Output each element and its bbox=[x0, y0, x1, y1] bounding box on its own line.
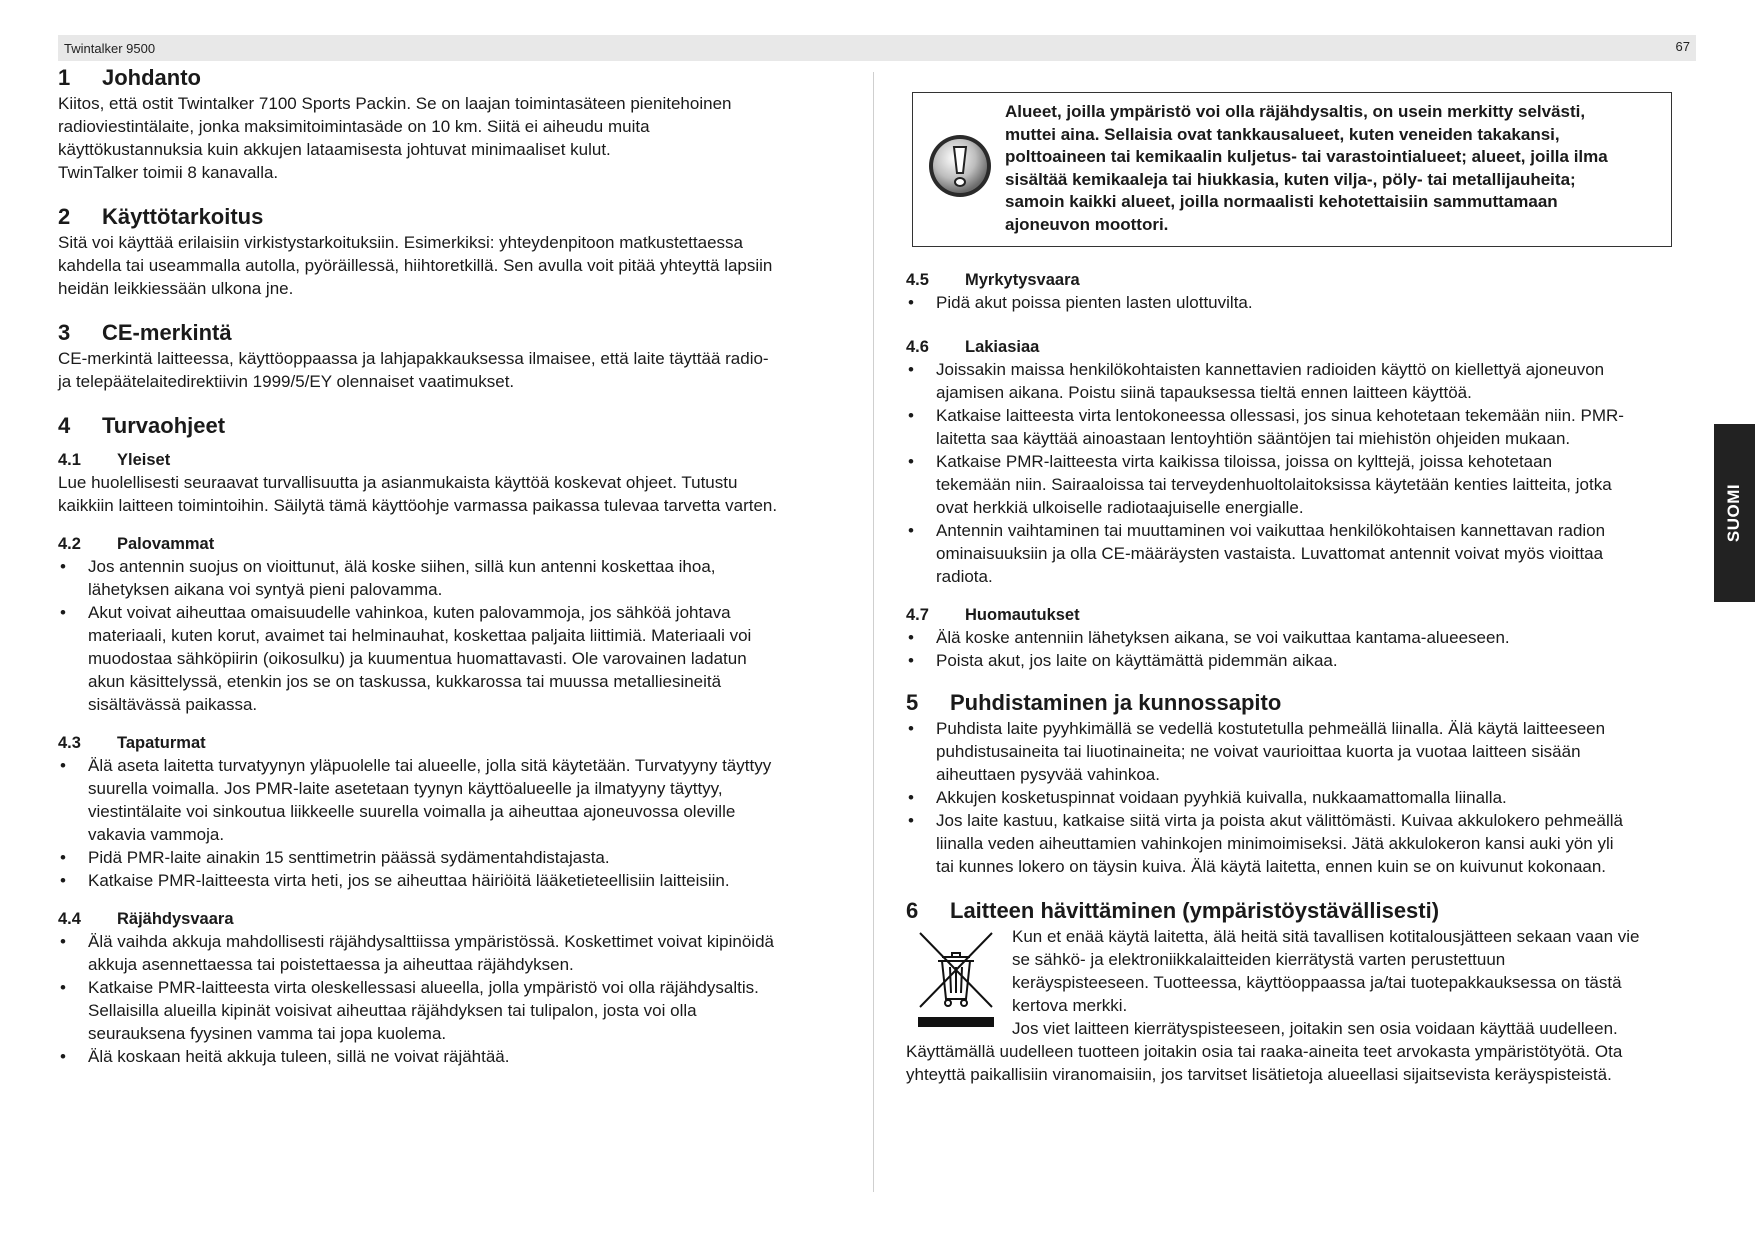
text-line: TwinTalker toimii 8 kanavalla. bbox=[58, 163, 279, 182]
subsection-heading: 4.7 Huomautukset bbox=[906, 606, 1080, 624]
text-line: ja telepäätelaitedirektiivin 1999/5/EY olennaiset vaatimukset. bbox=[58, 372, 515, 391]
bullet-line: • Jos laite kastuu, katkaise siitä virta ja poista akut välittömästi. Kuivaa akkulokero pehmeällä bbox=[936, 811, 1623, 830]
bullet-line: • Jos antennin suojus on vioittunut, älä koske siihen, sillä kun antenni koskettaa ihoa, bbox=[88, 557, 716, 576]
section-4-5 bbox=[906, 269, 1696, 314]
subsection-heading: 4.6 Lakiasiaa bbox=[906, 338, 1040, 356]
section-2 bbox=[58, 203, 848, 300]
bullet-line: akun käsittelyssä, etenkin jos se on taskussa, kukkarossa tai muussa metalliesineitä bbox=[88, 672, 722, 691]
bullet-list bbox=[58, 555, 848, 716]
bullet-item bbox=[906, 809, 1696, 878]
section-4-7 bbox=[906, 604, 1696, 672]
text-line: kahdella tai useammalla autolla, pyöräillessä, hiihtoretkillä. Sen avulla voit pitää yhteyttä lapsiin bbox=[58, 256, 773, 275]
bullet-line: • Pidä PMR-laite ainakin 15 senttimetrin päässä sydämentahdistajasta. bbox=[88, 848, 610, 867]
section-3 bbox=[58, 319, 848, 393]
bullet-line: tekemään niin. Sairaaloissa tai terveydenhuoltolaitoksissa käytetään kenties laitteita, jotka bbox=[936, 475, 1612, 494]
text-line: Kiitos, että ostit Twintalker 7100 Sports Packin. Se on laajan toimintasäteen pienitehoinen bbox=[58, 94, 732, 113]
text-line: CE-merkintä laitteessa, käyttöoppaassa ja lahjapakkauksessa ilmaisee, että laite täyttää radio- bbox=[58, 349, 769, 368]
text-line: keräyspisteeseen. Tuotteessa, käyttöoppaassa ja/tai tuotepakkauksessa on tästä bbox=[1012, 973, 1622, 992]
bullet-line: vakavia vammoja. bbox=[88, 825, 225, 844]
bullet-item bbox=[58, 869, 848, 892]
bullet-line: laitetta saa käyttää ainoastaan lentoyhtiön sääntöjen tai miehistön ohjeiden mukaan. bbox=[936, 429, 1571, 448]
bullet-item bbox=[906, 519, 1696, 588]
language-tab-label: SUOMI bbox=[1724, 483, 1744, 543]
section-4-3 bbox=[58, 732, 848, 892]
text-line: ajoneuvon moottori. bbox=[1005, 214, 1169, 234]
bullet-line: materiaali, kuten korut, avaimet tai helminauhat, koskettaa paljaita liittimiä. Materiaali voi bbox=[88, 626, 752, 645]
header-title: Twintalker 9500 bbox=[64, 41, 156, 56]
crossed-bin-weee-icon bbox=[914, 927, 998, 1035]
warning-box bbox=[912, 92, 1672, 247]
bullet-item bbox=[58, 976, 848, 1045]
section-heading: 6 Laitteen hävittäminen (ympäristöystävällisesti) bbox=[906, 898, 1440, 923]
section-4 bbox=[58, 412, 848, 440]
bullet-item bbox=[906, 358, 1696, 404]
text-line: Sitä voi käyttää erilaisiin virkistystarkoituksiin. Esimerkiksi: yhteydenpitoon matkustettaessa bbox=[58, 233, 743, 252]
section-heading: 1 Johdanto bbox=[58, 65, 201, 90]
bullet-line: • Akut voivat aiheuttaa omaisuudelle vahinkoa, kuten palovammoja, jos sähköä johtava bbox=[88, 603, 731, 622]
text-line: Käyttämällä uudelleen tuotteen joitakin osia tai raaka-aineita teet arvokasta ympäristötyötä. Ota bbox=[906, 1042, 1623, 1061]
text-line: se sähkö- ja elektroniikkalaitteiden kierrätystä varten perustettuun bbox=[1012, 950, 1506, 969]
bullet-line: lähetyksen aikana voi syntyä pieni palovamma. bbox=[88, 580, 443, 599]
text-line: sisältää kemikaaleja tai hiukkasia, kuten vilja-, pöly- tai metallijauheita; bbox=[1005, 169, 1576, 189]
bullet-line: muodostaa sähköpiirin (oikosulku) ja kuumentua huomattavasti. Ole varovainen ladatun bbox=[88, 649, 747, 668]
bullet-line: • Älä koske antenniin lähetyksen aikana, se voi vaikuttaa kantama-alueeseen. bbox=[936, 628, 1510, 647]
exclamation-warning-icon bbox=[927, 133, 993, 199]
bullet-line: • Katkaise PMR-laitteesta virta oleskellessasi alueella, jolla ympäristö voi olla räjähdysaltis. bbox=[88, 978, 759, 997]
text-line: kertova merkki. bbox=[1012, 996, 1128, 1015]
bullet-line: ominaisuuksiin ja olla CE-määräysten vastaista. Luvattomat antennit voivat myös vioittaa bbox=[936, 544, 1604, 563]
subsection-heading: 4.2 Palovammat bbox=[58, 535, 215, 553]
bullet-line: akkuja asennettaessa tai poistettaessa ja aiheuttaa räjähdyksen. bbox=[88, 955, 574, 974]
bullet-line: • Puhdista laite pyyhkimällä se vedellä kostutetulla pehmeällä liinalla. Älä käytä laitteeseen bbox=[936, 719, 1606, 738]
text-line: Jos viet laitteen kierrätyspisteeseen, joitakin sen osia voidaan käyttää uudelleen. bbox=[1012, 1019, 1618, 1038]
section-4-1 bbox=[58, 449, 848, 517]
bullet-item bbox=[906, 450, 1696, 519]
bullet-list bbox=[906, 291, 1696, 314]
text-line: yhteyttä paikallisiin viranomaisiin, jos tarvitset lisätietoja alueellasi sijaitsevista keräyspisteistä. bbox=[906, 1065, 1612, 1084]
bullet-line: • Älä koskaan heitä akkuja tuleen, sillä ne voivat räjähtää. bbox=[88, 1047, 510, 1066]
bullet-line: • Katkaise laitteesta virta lentokoneessa ollessasi, jos sinua kehotetaan tekemään niin. PMR- bbox=[936, 406, 1624, 425]
bullet-line: tai kunnes lokero on täysin kuiva. Älä käytä laitetta, ennen kuin se on kuivunut kokonaan. bbox=[936, 857, 1607, 876]
bullet-item bbox=[906, 717, 1696, 786]
section-heading: 4 Turvaohjeet bbox=[58, 413, 226, 438]
section-body bbox=[58, 231, 848, 300]
page-header bbox=[58, 35, 1696, 61]
left-column bbox=[58, 64, 848, 1068]
text-line: Kun et enää käytä laitetta, älä heitä sitä tavallisen kotitalousjätteen sekaan vaan vie bbox=[1012, 927, 1640, 946]
section-4-2 bbox=[58, 533, 848, 716]
bullet-line: aiheuttaen pysyvää vahinkoa. bbox=[936, 765, 1160, 784]
warning-text bbox=[1005, 101, 1659, 236]
section-4-6 bbox=[906, 336, 1696, 588]
section-4-4 bbox=[58, 908, 848, 1068]
bullet-list bbox=[906, 626, 1696, 672]
section-heading: 3 CE-merkintä bbox=[58, 320, 232, 345]
bullet-line: • Katkaise PMR-laitteesta virta kaikissa tiloissa, joissa on kylttejä, joissa kehotetaan bbox=[936, 452, 1553, 471]
bullet-list bbox=[906, 717, 1696, 878]
text-line: polttoaineen tai kemikaalin kuljetus- tai varastointialueet; alueet, joilla ilma bbox=[1005, 147, 1608, 166]
text-line: radioviestintälaite, jonka maksimitoimintasäde on 10 km. Siitä ei aiheudu muita bbox=[58, 117, 650, 136]
section-body bbox=[906, 925, 1696, 1086]
text-line: käyttökustannuksia kuin akkujen lataamisesta johtuvat minimaaliset kulut. bbox=[58, 140, 611, 159]
section-heading: 2 Käyttötarkoitus bbox=[58, 204, 264, 229]
bullet-line: viestintälaite voi sinkoutua liikkeelle suurella voimalla ja aiheuttaa ajoneuvossa oleville bbox=[88, 802, 736, 821]
section-1 bbox=[58, 64, 848, 184]
bullet-line: • Poista akut, jos laite on käyttämättä pidemmän aikaa. bbox=[936, 651, 1338, 670]
text-line: Lue huolellisesti seuraavat turvallisuutta ja asianmukaista käyttöä koskevat ohjeet. Tutustu bbox=[58, 473, 738, 492]
bullet-line: • Älä aseta laitetta turvatyynyn yläpuolelle tai alueelle, jolla sitä käytetään. Turvatyyny täyttyy bbox=[88, 756, 772, 775]
bullet-item bbox=[906, 404, 1696, 450]
language-tab bbox=[1714, 424, 1755, 602]
section-heading: 5 Puhdistaminen ja kunnossapito bbox=[906, 690, 1282, 715]
bullet-line: puhdistusaineita tai liuotinaineita; ne voivat vaurioittaa kuorta ja vuotaa laitteen sisään bbox=[936, 742, 1581, 761]
section-body bbox=[58, 92, 848, 184]
bullet-line: • Akkujen kosketuspinnat voidaan pyyhkiä kuivalla, nukkaamattomalla liinalla. bbox=[936, 788, 1507, 807]
bullet-item bbox=[58, 601, 848, 716]
bullet-line: sisältävässä paikassa. bbox=[88, 695, 258, 714]
section-6 bbox=[906, 897, 1696, 1086]
bullet-line: suurella voimalla. Jos PMR-laite asetetaan tyynyn käyttöalueelle ja ilmatyyny täyttyy, bbox=[88, 779, 723, 798]
subsection-heading: 4.1 Yleiset bbox=[58, 451, 171, 469]
bullet-line: seurauksena fyysinen vamma tai jopa kuolema. bbox=[88, 1024, 447, 1043]
subsection-heading: 4.3 Tapaturmat bbox=[58, 734, 206, 752]
bullet-line: • Joissakin maissa henkilökohtaisten kannettavien radioiden käyttö on kiellettyä ajoneuvon bbox=[936, 360, 1605, 379]
bullet-list bbox=[906, 358, 1696, 588]
column-divider bbox=[873, 72, 874, 1192]
text-line: muttei aina. Sellaisia ovat tankkausalueet, kuten veneiden takakansi, bbox=[1005, 124, 1560, 144]
section-body bbox=[58, 471, 848, 517]
bullet-line: • Antennin vaihtaminen tai muuttaminen voi vaikuttaa henkilökohtaisen kannettavan radion bbox=[936, 521, 1606, 540]
bullet-line: ovat herkkiä ulkoiselle radiotaajuiselle energialle. bbox=[936, 498, 1304, 517]
bullet-item bbox=[58, 930, 848, 976]
bullet-list bbox=[58, 754, 848, 892]
bullet-line: Sellaisilla alueilla kipinät voisivat aiheuttaa räjähdyksen tai tulipalon, josta voi olla bbox=[88, 1001, 697, 1020]
text-line: heidän leikkiessään ulkona jne. bbox=[58, 279, 294, 298]
bullet-item bbox=[906, 649, 1696, 672]
bullet-line: radiota. bbox=[936, 567, 993, 586]
bullet-item bbox=[906, 291, 1696, 314]
text-line: samoin kaikki alueet, joilla normaalisti kehotettaisiin sammuttamaan bbox=[1005, 192, 1558, 211]
bullet-line: liinalla veden aiheuttamien vahinkojen minimoimiseksi. Jätä akkulokeron kansi auki yön yli bbox=[936, 834, 1614, 853]
bullet-line: • Älä vaihda akkuja mahdollisesti räjähdysalttiissa ympäristössä. Koskettimet voivat kipinöidä bbox=[88, 932, 774, 951]
section-body bbox=[58, 347, 848, 393]
text-line: Alueet, joilla ympäristö voi olla räjähdysaltis, on usein merkitty selvästi, bbox=[1005, 102, 1586, 121]
bullet-item bbox=[58, 555, 848, 601]
bullet-item bbox=[906, 786, 1696, 809]
text-line: kaikkiin laitteen toimintoihin. Säilytä tämä käyttöohje varmassa paikassa tulevaa tarvetta varten. bbox=[58, 496, 778, 515]
section-5 bbox=[906, 689, 1696, 878]
page-number: 67 bbox=[1675, 39, 1690, 54]
bullet-item bbox=[906, 626, 1696, 649]
bullet-item bbox=[58, 1045, 848, 1068]
right-column bbox=[906, 64, 1696, 1086]
bullet-line: • Katkaise PMR-laitteesta virta heti, jos se aiheuttaa häiriöitä lääketieteellisiin laitteisiin. bbox=[88, 871, 730, 890]
subsection-heading: 4.4 Räjähdysvaara bbox=[58, 910, 234, 928]
bullet-line: ajamisen aikana. Poistu siinä tapauksessa tieltä ennen laitteen käyttöä. bbox=[936, 383, 1472, 402]
bullet-item bbox=[58, 846, 848, 869]
bullet-line: • Pidä akut poissa pienten lasten ulottuvilta. bbox=[936, 293, 1253, 312]
bullet-list bbox=[58, 930, 848, 1068]
subsection-heading: 4.5 Myrkytysvaara bbox=[906, 271, 1080, 289]
bullet-item bbox=[58, 754, 848, 846]
